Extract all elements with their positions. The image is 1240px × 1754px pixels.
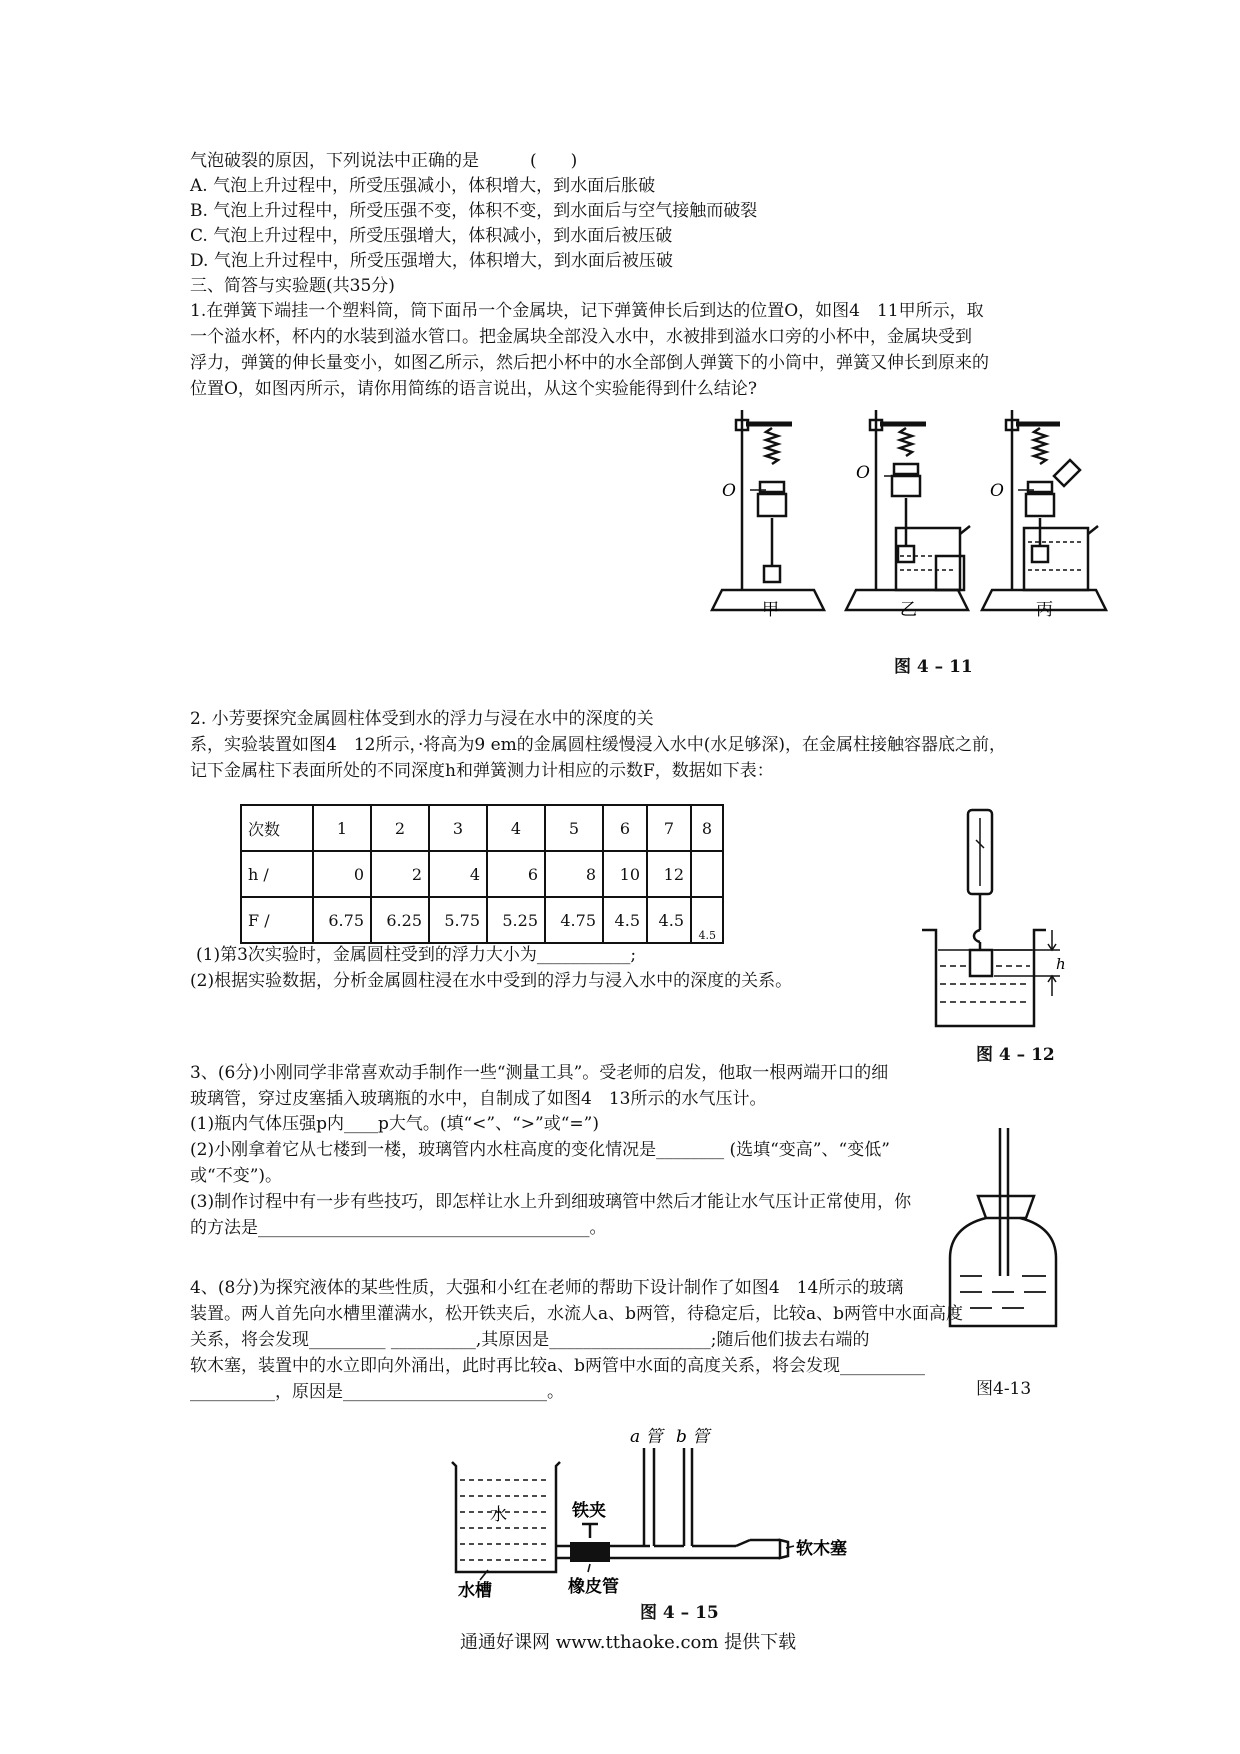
option-c: C. 气泡上升过程中，所受压强增大，体积减小，到水面后被压破 — [190, 226, 673, 246]
option-a: A. 气泡上升过程中，所受压强减小，体积增大，到水面后胀破 — [190, 176, 656, 196]
q3-sub3: (3)制作讨程中有一步有些技巧，即怎样让水上升到细玻璃管中然后才能让水气压计正常使用，你 — [190, 1192, 912, 1212]
table-cell: 8 — [545, 851, 603, 897]
figure-4-11 — [700, 400, 1120, 620]
q1-text-line: 浮力，弹簧的伸长量变小，如图乙所示，然后把小杯中的水全部倒人弹簧下的小筒中，弹簧又伸长到原来的 — [190, 353, 989, 373]
figure-4-15-caption: 图 4 – 15 — [640, 1603, 719, 1623]
q3-text-line: 3、(6分)小刚同学非常喜欢动手制作一些“测量工具”。受老师的启发，他取一根两端开口的细 — [190, 1063, 889, 1083]
label-tank: 水槽 — [458, 1581, 492, 1601]
table-row — [241, 851, 723, 897]
q3-sub1: (1)瓶内气体压强p内____p大气。(填“<”、“>”或“=”) — [190, 1114, 599, 1134]
table-cell: 4 — [487, 805, 545, 851]
q2-text-line: 系，实验装置如图4 12所示，·将高为9 em的金属圆柱缓慢浸入水中(水足够深)，在金属柱接触容器底之前， — [190, 735, 1007, 755]
table-row — [241, 897, 723, 943]
figure-4-13 — [948, 1126, 1058, 1336]
table-cell: 6.25 — [371, 897, 429, 943]
label-jia: 甲 — [762, 600, 779, 620]
label-o: O — [722, 481, 736, 501]
q2-sub2: (2)根据实验数据，分析金属圆柱浸在水中受到的浮力与浸入水中的深度的关系。 — [190, 971, 793, 991]
label-clamp: 铁夹 — [572, 1501, 606, 1521]
label-tube-b: b 管 — [676, 1427, 710, 1447]
table-cell: 10 — [603, 851, 647, 897]
label-bing: 丙 — [1036, 600, 1053, 620]
section-heading: 三、简答与实验题(共35分) — [190, 276, 395, 296]
q4-text-line: 装置。两人首先向水槽里灌满水，松开铁夹后，水流人a、b两管，待稳定后，比较a、b两管中水面高度 — [190, 1304, 964, 1324]
label-water: 水 — [490, 1505, 507, 1525]
q3-sub3-cont: 的方法是_______________________________________。 — [190, 1218, 607, 1238]
label-o: O — [990, 481, 1004, 501]
figure-4-15 — [440, 1420, 847, 1601]
label-h: h — [1056, 955, 1066, 973]
q1-text-line: 位置O，如图丙所示，请你用简练的语言说出，从这个实验能得到什么结论? — [190, 379, 758, 399]
table-cell: 6 — [603, 805, 647, 851]
label-yi: 乙 — [900, 600, 917, 620]
q2-sub1: (1)第3次实验时，金属圆柱受到的浮力大小为___________; — [196, 945, 637, 965]
label-cork: 软木塞 — [796, 1539, 847, 1559]
table-cell: F / — [241, 897, 313, 943]
q1-text-line: 一个溢水杯，杯内的水装到溢水管口。把金属块全部没入水中，水被排到溢水口旁的小杯中，金属块受到 — [190, 327, 972, 347]
q1-text-line: 1.在弹簧下端挂一个塑料筒，筒下面吊一个金属块，记下弹簧伸长后到达的位置O，如图4 11甲所示，取 — [190, 301, 984, 321]
figure-4-13-caption: 图4-13 — [976, 1379, 1032, 1399]
table-cell: h / — [241, 851, 313, 897]
table-cell: 6.75 — [313, 897, 371, 943]
table-cell — [691, 851, 723, 897]
table-cell: 6 — [487, 851, 545, 897]
table-cell: 5.25 — [487, 897, 545, 943]
table-row — [241, 805, 723, 851]
table-cell: 7 — [647, 805, 691, 851]
table-cell: 5 — [545, 805, 603, 851]
q3-text-line: 玻璃管，穿过皮塞插入玻璃瓶的水中，自制成了如图4 13所示的水气压计。 — [190, 1089, 767, 1109]
table-cell: 0 — [313, 851, 371, 897]
table-cell: 12 — [647, 851, 691, 897]
table-cell: 4.5 — [647, 897, 691, 943]
option-d: D. 气泡上升过程中，所受压强增大，体积增大，到水面后被压破 — [190, 251, 673, 271]
table-cell: 4 — [429, 851, 487, 897]
q2-text-line: 记下金属柱下表面所处的不同深度h和弹簧测力计相应的示数F，数据如下表： — [190, 761, 774, 781]
table-cell: 4.5 — [603, 897, 647, 943]
table-cell: 1 — [313, 805, 371, 851]
q4-text-line: 关系，将会发现_________ __________,其原因是___________________;随后他们拔去右端的 — [190, 1330, 870, 1350]
table-cell: 8 — [691, 805, 723, 851]
table-cell: 4.5 — [691, 897, 723, 943]
option-b: B. 气泡上升过程中，所受压强不变，体积不变，到水面后与空气接触而破裂 — [190, 201, 758, 221]
table-cell: 2 — [371, 805, 429, 851]
q3-sub2: (2)小刚拿着它从七楼到一楼，玻璃管内水柱高度的变化情况是________ (选填“变高”、“变低” — [190, 1140, 890, 1160]
data-table — [240, 804, 724, 944]
table-cell: 5.75 — [429, 897, 487, 943]
table-cell: 次数 — [241, 805, 313, 851]
figure-4-12-caption: 图 4 – 12 — [976, 1045, 1055, 1065]
label-tube-a: a 管 — [630, 1427, 663, 1447]
q4-text-line: __________，原因是________________________。 — [190, 1382, 564, 1402]
q4-text-line: 4、(8分)为探究液体的某些性质，大强和小红在老师的帮助下设计制作了如图4 14所示的玻璃 — [190, 1278, 904, 1298]
label-rubber-tube: 橡皮管 — [568, 1577, 619, 1597]
q2-text-line: 2. 小芳要探究金属圆柱体受到水的浮力与浸在水中的深度的关 — [190, 709, 654, 729]
table-cell: 2 — [371, 851, 429, 897]
label-o: O — [856, 463, 870, 483]
table-cell: 4.75 — [545, 897, 603, 943]
question-stem: 气泡破裂的原因，下列说法中正确的是 ( ) — [190, 151, 578, 171]
q4-text-line: 软木塞，装置中的水立即向外涌出，此时再比较a、b两管中水面的高度关系，将会发现__________ — [190, 1356, 926, 1376]
q3-sub2-cont: 或“不变”)。 — [190, 1166, 283, 1186]
figure-4-11-caption: 图 4 – 11 — [894, 657, 973, 677]
figure-4-12 — [910, 800, 1080, 1020]
page-footer: 通通好课网 www.tthaoke.com 提供下载 — [460, 1632, 797, 1653]
table-cell: 3 — [429, 805, 487, 851]
